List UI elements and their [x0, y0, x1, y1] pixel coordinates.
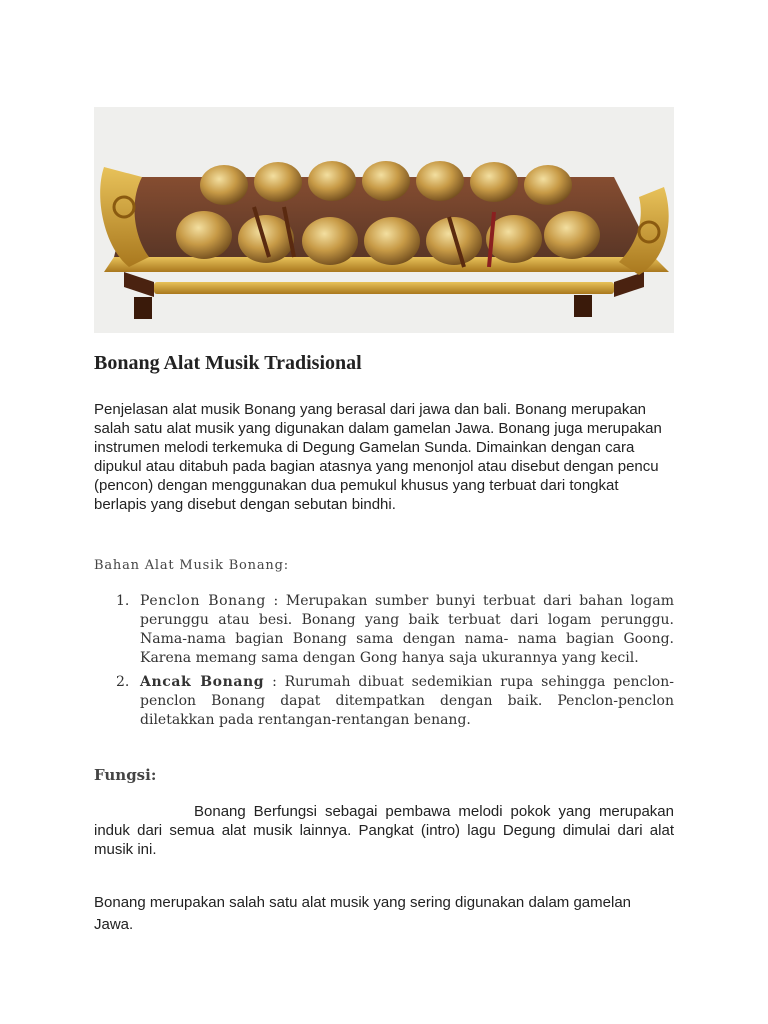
list-term: Penclon Bonang: [140, 593, 266, 609]
list-number: 2.: [116, 674, 130, 690]
page-title: Bonang Alat Musik Tradisional: [94, 352, 362, 374]
bahan-list: [94, 592, 674, 735]
closing-paragraph: Bonang merupakan salah satu alat musik yang sering digunakan dalam gamelan Jawa.: [94, 894, 632, 933]
list-text: : Merupakan sumber bunyi terbuat dari bahan logam perunggu atau besi. Bonang yang baik terbuat dari logam perunggu. Nama-nama bagian Bonang sama dengan nama- nama bagian Goong. Karena memang sama dengan Gong hanya saja ukurannya yang kecil.: [140, 593, 674, 666]
bonang-illustration: [94, 107, 674, 333]
bonang-photo: [94, 107, 674, 333]
list-number: 1.: [116, 593, 130, 609]
list-term: Ancak Bonang: [140, 674, 265, 690]
bahan-heading: Bahan Alat Musik Bonang:: [94, 558, 289, 573]
fungsi-paragraph: Bonang Berfungsi sebagai pembawa melodi pokok yang merupakan induk dari semua alat musik lainnya. Pangkat (intro) lagu Degung dimulai dari alat musik ini.: [94, 803, 674, 858]
list-item: [94, 592, 674, 668]
fungsi-heading: Fungsi:: [94, 766, 157, 784]
list-text: : Rurumah dibuat sedemikian rupa sehingga penclon-penclon Bonang dapat ditempatkan dengan baik. Penclon-penclon diletakkan pada rentangan-rentangan benang.: [140, 674, 674, 728]
list-item: [94, 673, 674, 730]
intro-paragraph: Penjelasan alat musik Bonang yang berasal dari jawa dan bali. Bonang merupakan salah satu alat musik yang digunakan dalam gamelan Jawa. Bonang juga merupakan instrumen melodi terkemuka di Degung Gamelan Sunda. Dimainkan dengan cara dipukul atau ditabuh pada bagian atasnya yang menonjol atau disebut dengan pencu (pencon) dengan menggunakan dua pemukul khusus yang terbuat dari tongkat berlapis yang disebut dengan sebutan bindhi.: [94, 401, 662, 513]
